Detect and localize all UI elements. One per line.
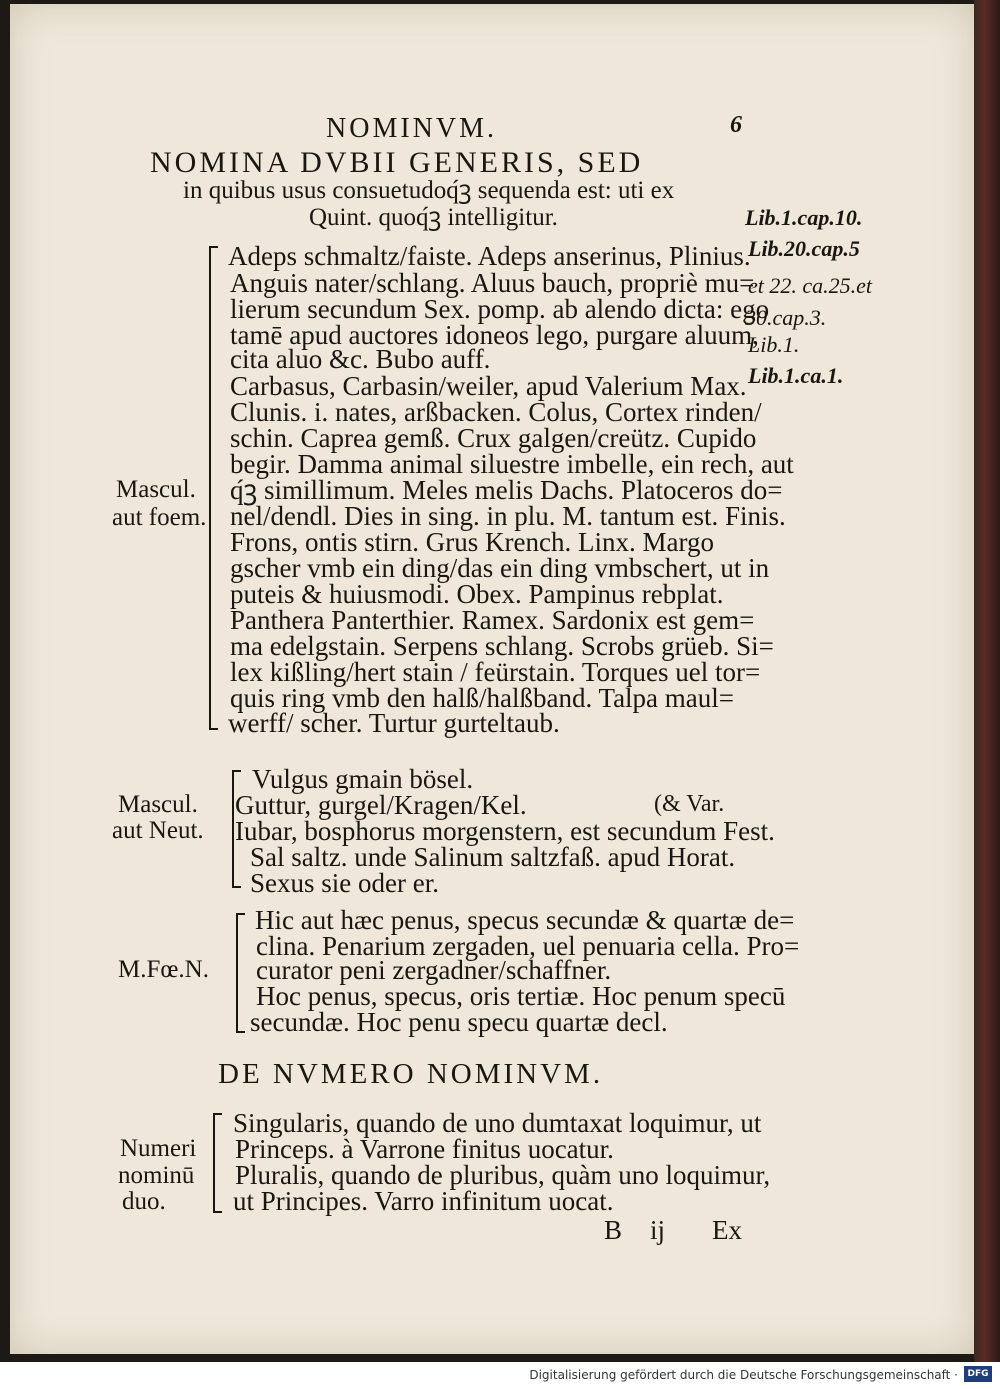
section-heading: DE NVMERO NOMINVM.	[218, 1058, 604, 1090]
margin-ref: 30.cap.3.	[745, 305, 827, 330]
page-edge	[974, 0, 1000, 1362]
entry-line: lierum secundum Sex. pomp. ab alendo dicta: ego	[230, 294, 770, 324]
entry-line: ut Principes. Varro infinitum uocat.	[233, 1186, 614, 1216]
entry-line: Hic aut hæc penus, specus secundæ & quartæ de=	[255, 905, 795, 935]
funding-credit: Digitalisierung gefördert durch die Deutsche Forschungsgemeinschaft ·	[529, 1368, 958, 1382]
entry-line: werff/ scher. Turtur gurteltaub.	[228, 708, 560, 738]
group-label: aut foem.	[112, 504, 207, 531]
margin-ref: Lib.20.cap.5	[748, 236, 860, 261]
entry-line: Vulgus gmain bösel.	[252, 764, 474, 794]
entry-line: puteis & huiusmodi. Obex. Pampinus rebplat.	[230, 579, 724, 609]
group-label: aut Neut.	[112, 817, 204, 844]
signature-mark: B	[604, 1215, 623, 1245]
signature-number: ij	[650, 1215, 666, 1245]
entry-line: q́ꝫ simillimum. Meles melis Dachs. Platoceros do=	[230, 475, 783, 505]
section-subheading-1: in quibus usus consuetudoq́ꝫ sequenda est: uti ex	[183, 177, 675, 204]
entry-line: Pluralis, quando de pluribus, quàm uno loquimur,	[235, 1160, 771, 1190]
brace-group-1	[209, 246, 211, 730]
group-label: M.Fœ.N.	[118, 956, 209, 983]
entry-line: tamē apud auctores idoneos lego, purgare aluum,	[230, 320, 759, 350]
entry-line: Hoc penus, specus, oris tertiæ. Hoc penum specū	[256, 981, 786, 1011]
digitization-footer	[0, 1362, 1000, 1389]
entry-line: lex kißling/hert stain / feürstain. Torques uel tor=	[230, 657, 761, 687]
margin-ref: et 22. ca.25.et	[748, 273, 873, 298]
entry-line: curator peni zergadner/schaffner.	[256, 955, 612, 985]
brace-group-2	[232, 770, 234, 888]
entry-line: clina. Penarium zergaden, uel penuaria cella. Pro=	[256, 931, 800, 961]
entry-line: quis ring vmb den halß/halßband. Talpa maul=	[230, 683, 734, 713]
group-label: Mascul.	[116, 476, 196, 503]
entry-line: Adeps schmaltz/faiste. Adeps anserinus, Plinius.	[228, 241, 751, 271]
entry-line: Iubar, bosphorus morgenstern, est secundum Fest.	[235, 816, 775, 846]
section-subheading-2: Quint. quoq́ꝫ intelligitur.	[309, 204, 558, 231]
margin-ref: Lib.1.	[748, 332, 800, 357]
page-number: 6	[730, 112, 742, 138]
margin-ref: Lib.1.cap.10.	[745, 205, 863, 230]
aside-note: (& Var.	[654, 791, 725, 817]
entry-line: begir. Damma animal siluestre imbelle, ein rech, aut	[230, 449, 794, 479]
entry-line: Clunis. i. nates, arßbacken. Colus, Cortex rinden/	[230, 397, 762, 427]
entry-line: cita aluo &c. Bubo auff.	[230, 344, 491, 374]
entry-line: gscher vmb ein ding/das ein ding vmbschert, ut in	[230, 553, 770, 583]
entry-line: Sal saltz. unde Salinum saltzfaß. apud Horat.	[250, 842, 736, 872]
entry-line: schin. Caprea gemß. Crux galgen/creütz. Cupido	[230, 423, 757, 453]
brace-group-4	[213, 1113, 215, 1213]
entry-line: secundæ. Hoc penu specu quartæ decl.	[250, 1007, 668, 1037]
entry-line: Guttur, gurgel/Kragen/Kel.	[235, 790, 527, 820]
running-title: NOMINVM.	[326, 113, 497, 144]
entry-line: Princeps. à Varrone finitus uocatur.	[235, 1134, 614, 1164]
catchword: Ex	[712, 1215, 742, 1245]
entry-line: Sexus sie oder er.	[250, 868, 439, 898]
section-heading: NOMINA DVBII GENERIS, SED	[150, 146, 644, 179]
group-label: nominū	[118, 1162, 195, 1189]
group-label: Mascul.	[118, 791, 198, 818]
dfg-logo: DFG	[964, 1366, 992, 1382]
group-label: Numeri	[120, 1135, 197, 1162]
brace-group-3	[236, 913, 238, 1033]
entry-line: Panthera Panterthier. Ramex. Sardonix est gem=	[230, 605, 755, 635]
entry-line: Singularis, quando de uno dumtaxat loquimur, ut	[233, 1108, 762, 1138]
entry-line: Frons, ontis stirn. Grus Krench. Linx. Margo	[230, 527, 714, 557]
entry-line: ma edelgstain. Serpens schlang. Scrobs grüeb. Si=	[230, 631, 774, 661]
entry-line: nel/dendl. Dies in sing. in plu. M. tantum est. Finis.	[230, 501, 786, 531]
entry-line: Anguis nater/schlang. Aluus bauch, propriè mu=	[230, 268, 755, 298]
group-label: duo.	[122, 1188, 166, 1215]
margin-ref: Lib.1.ca.1.	[748, 363, 844, 388]
entry-line: Carbasus, Carbasin/weiler, apud Valerium Max.	[230, 371, 747, 401]
